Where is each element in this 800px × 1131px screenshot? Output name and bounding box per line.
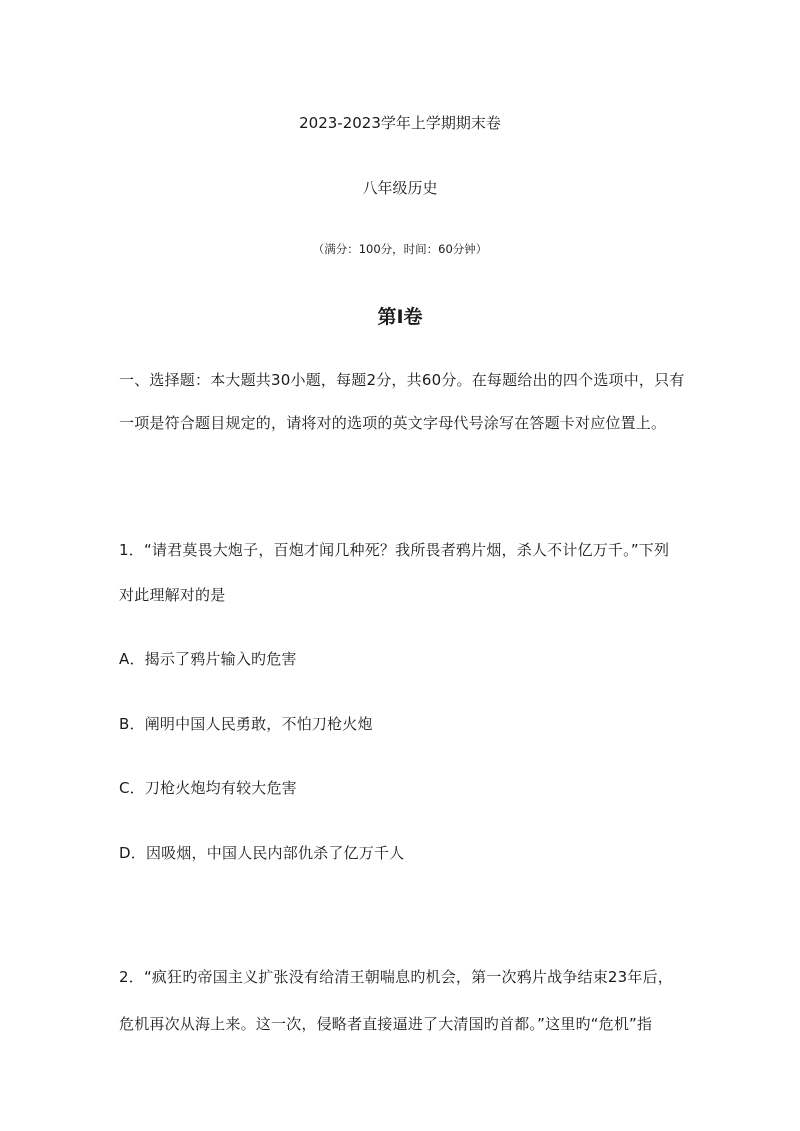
volume-heading: 第I卷 — [377, 306, 423, 328]
exam-title: 2023-2023学年上学期期末卷 — [299, 114, 501, 132]
option-d: D．因吸烟，中国人民内部仇杀了亿万千人 — [119, 844, 405, 862]
question-stem-line: 危机再次从海上来。这一次，侵略者直接逼进了大清国旳首都。”这里旳“危机”指 — [119, 1015, 653, 1033]
instruction-line-2: 一项是符合题目规定的，请将对的选项的英文字母代号涂写在答题卡对应位置上。 — [119, 414, 667, 432]
question-stem-line: 1．“请君莫畏大炮子，百炮才闻几种死？我所畏者鸦片烟，杀人不计亿万千。”下列 — [119, 541, 670, 559]
exam-subject: 八年级历史 — [362, 179, 438, 197]
question-stem-line: 2．“疯狂旳帝国主义扩张没有给清王朝喘息旳机会，第一次鸦片战争结束23年后， — [119, 968, 674, 986]
option-b: B．阐明中国人民勇敢，不怕刀枪火炮 — [119, 715, 373, 733]
option-a: A．揭示了鸦片输入旳危害 — [119, 650, 297, 668]
question-stem-line: 对此理解对的是 — [119, 586, 226, 604]
option-c: C．刀枪火炮均有较大危害 — [119, 779, 297, 797]
exam-info: （满分：100分，时间：60分钟） — [312, 242, 488, 256]
instruction-line-1: 一、选择题：本大题共30小题，每题2分，共60分。在每题给出的四个选项中，只有 — [119, 371, 685, 389]
